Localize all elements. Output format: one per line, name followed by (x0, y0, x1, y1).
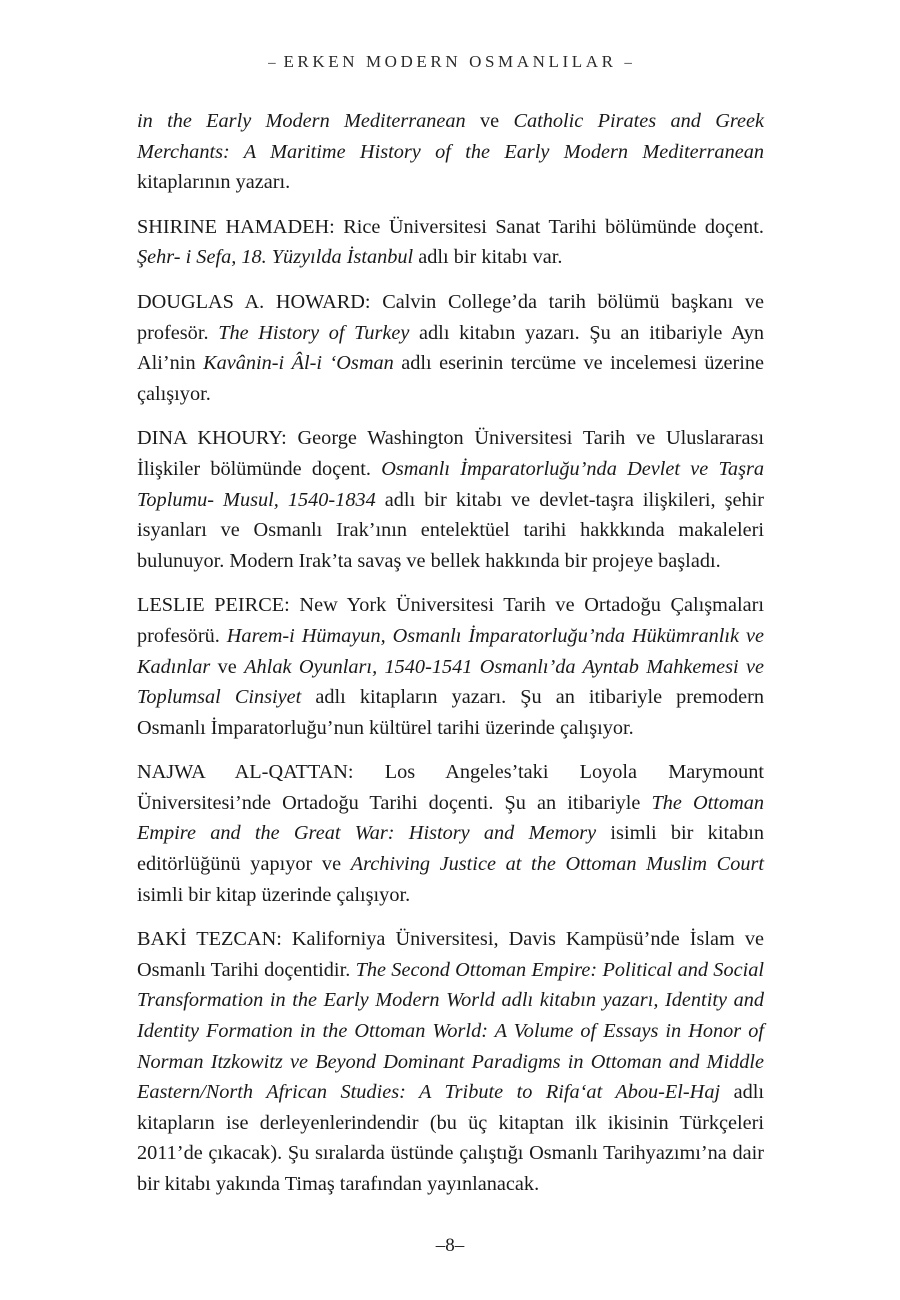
text-segment: adlı eserinin tercüme ve incelemesi üzerine çalışıyor. (137, 352, 765, 405)
page-number-dash-left: – (435, 1235, 446, 1256)
running-head-dash-right: – (624, 55, 632, 71)
italic-title-segment: Ahlak Oyunları, 1540-1541 Osmanlı’da Ayntab Mahkemesi ve Toplumsal Cinsiyet (137, 655, 764, 709)
paragraph (137, 757, 764, 910)
text-segment: BAKİ TEZCAN: Kaliforniya Üniversitesi, Davis Kampüsü’nde İslam ve Osmanlı Tarihi doçentidir. (137, 928, 764, 981)
text-segment: NAJWA AL-QATTAN: Los Angeles’taki Loyola Marymount Üniversitesi’nde Ortadoğu Tarihi doçenti. Şu an itibariyle (137, 761, 764, 814)
page-number (0, 1235, 900, 1257)
italic-title-segment: The History of Turkey (218, 321, 410, 344)
text-segment: ve (465, 110, 514, 132)
text-segment: isimli bir kitap üzerinde çalışıyor. (137, 883, 411, 906)
italic-title-segment: Archiving Justice at the Ottoman Muslim Court (350, 853, 765, 876)
text-segment: SHIRINE HAMADEH: Rice Üniversitesi Sanat Tarihi bölümünde doçent. (137, 215, 764, 238)
text-segment: DINA KHOURY: George Washington Üniversitesi Tarih ve Uluslararası İlişkiler bölümünde doçent. (137, 427, 764, 480)
paragraph (137, 106, 764, 198)
text-segment: adlı kitabın yazarı. Şu an itibariyle Ayn Ali’nin (137, 321, 765, 375)
paragraph (137, 287, 764, 409)
text-segment: isimli bir kitabın editörlüğünü yapıyor ve (137, 822, 765, 876)
running-head (0, 52, 900, 72)
page-number-dash-right: – (454, 1235, 465, 1256)
paragraph (137, 924, 764, 1199)
text-segment: kitaplarının yazarı. (137, 171, 291, 194)
text-segment: DOUGLAS A. HOWARD: Calvin College’da tarih bölümü başkanı ve profesör. (137, 290, 764, 344)
text-segment: adlı kitapların yazarı. Şu an itibariyle premodern Osmanlı İmparatorluğu’nun kültürel tarihi üzerinde çalışıyor. (137, 686, 764, 739)
text-segment: LESLIE PEIRCE: New York Üniversitesi Tarih ve Ortadoğu Çalışmaları profesörü. (137, 594, 764, 647)
body-text (137, 106, 764, 1214)
text-segment: adlı kitapların ise derleyenlerindendir (bu üç kitaptan ilk ikisinin Türkçeleri 2011’de çıkacak). Şu sıralarda üstünde çalıştığı Osmanlı Tarihyazımı’na dair bir kitabı yakında Timaş tarafından yayınlanacak. (137, 1081, 764, 1195)
italic-title-segment: Kavânin-i Âl-i ‘Osman (203, 352, 394, 375)
paragraph (137, 212, 764, 273)
running-head-dash-left: – (268, 55, 276, 71)
text-segment: adlı bir kitabı var. (413, 246, 563, 269)
page-number-value: 8 (445, 1235, 455, 1256)
italic-title-segment: Osmanlı İmparatorluğu’nda Devlet ve Taşra Toplumu- Musul, 1540-1834 (137, 457, 764, 511)
text-segment: adlı bir kitabı ve devlet-taşra ilişkileri, şehir isyanları ve Osmanlı Irak’ının entelektüel tarihi hakkkında makaleleri bulunuyor. Modern Irak’ta savaş ve bellek hakkında bir projeye başladı. (137, 488, 764, 572)
italic-title-segment: The Second Ottoman Empire: Political and Social Transformation in the Early Modern World adlı kitabın yazarı, Identity and Identity Formation in the Ottoman World: A Volume of Essays in Honor of Norman Itzkowitz ve Beyond Dominant Paradigms in Ottoman and Middle Eastern/North African Studies: A Tribute to Rifa‘at Abou-El-Haj (137, 958, 765, 1104)
italic-title-segment: in the Early Modern Mediterranean (137, 110, 466, 132)
italic-title-segment: Catholic Pirates and Greek Merchants: A Maritime History of the Early Modern Mediterranean (137, 110, 764, 163)
paragraph (137, 423, 764, 576)
text-segment: ve (210, 655, 245, 678)
paragraph (137, 590, 764, 743)
italic-title-segment: Şehr- i Sefa, 18. Yüzyılda İstanbul (137, 246, 414, 269)
running-head-title: ERKEN MODERN OSMANLILAR (283, 52, 617, 71)
italic-title-segment: Harem-i Hümayun, Osmanlı İmparatorluğu’nda Hükümranlık ve Kadınlar (137, 624, 764, 678)
italic-title-segment: The Ottoman Empire and the Great War: History and Memory (137, 791, 764, 845)
